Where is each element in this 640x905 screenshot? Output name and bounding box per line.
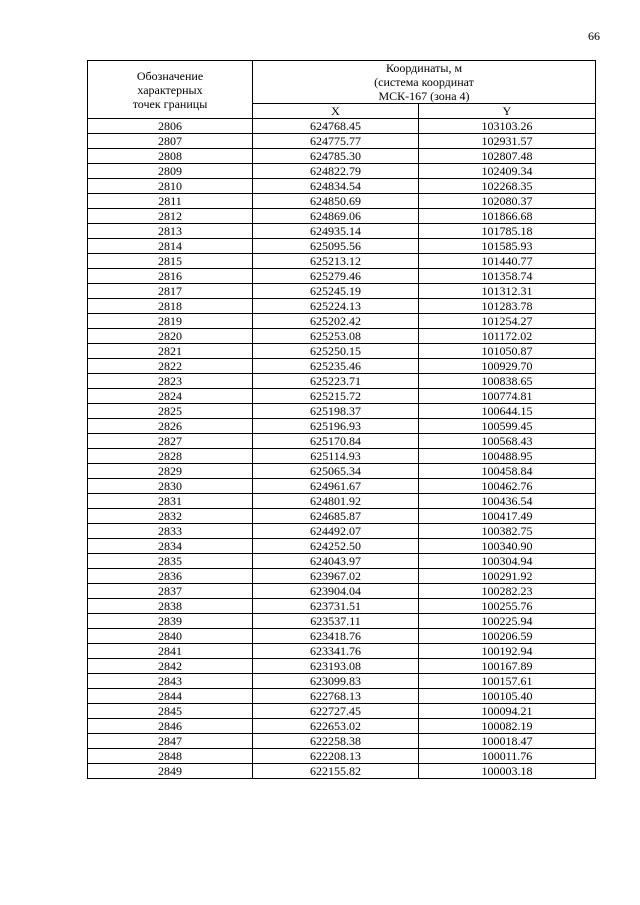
x-coordinate-cell: 624043.97 bbox=[253, 554, 419, 569]
x-coordinate-cell: 622258.38 bbox=[253, 734, 419, 749]
point-cell: 2815 bbox=[88, 254, 253, 269]
point-cell: 2807 bbox=[88, 134, 253, 149]
y-coordinate-cell: 101785.18 bbox=[419, 224, 596, 239]
y-coordinate-cell: 100462.76 bbox=[419, 479, 596, 494]
y-coordinate-cell: 101585.93 bbox=[419, 239, 596, 254]
point-cell: 2842 bbox=[88, 659, 253, 674]
x-coordinate-cell: 625223.71 bbox=[253, 374, 419, 389]
point-cell: 2844 bbox=[88, 689, 253, 704]
x-coordinate-cell: 625279.46 bbox=[253, 269, 419, 284]
y-coordinate-cell: 100094.21 bbox=[419, 704, 596, 719]
x-coordinate-cell: 622727.45 bbox=[253, 704, 419, 719]
point-cell: 2809 bbox=[88, 164, 253, 179]
table-row bbox=[88, 239, 596, 254]
point-cell: 2847 bbox=[88, 734, 253, 749]
y-coordinate-cell: 100018.47 bbox=[419, 734, 596, 749]
x-coordinate-cell: 623099.83 bbox=[253, 674, 419, 689]
x-coordinate-cell: 622768.13 bbox=[253, 689, 419, 704]
y-coordinate-cell: 100225.94 bbox=[419, 614, 596, 629]
y-coordinate-cell: 101254.27 bbox=[419, 314, 596, 329]
point-cell: 2837 bbox=[88, 584, 253, 599]
table-row bbox=[88, 584, 596, 599]
table-row bbox=[88, 224, 596, 239]
y-coordinate-cell: 100340.90 bbox=[419, 539, 596, 554]
y-coordinate-cell: 100568.43 bbox=[419, 434, 596, 449]
table-row bbox=[88, 719, 596, 734]
point-cell: 2846 bbox=[88, 719, 253, 734]
coordinates-header-line-3: МСК-167 (зона 4) bbox=[378, 89, 470, 103]
point-cell: 2840 bbox=[88, 629, 253, 644]
y-coordinate-cell: 102409.34 bbox=[419, 164, 596, 179]
designation-header bbox=[88, 61, 253, 119]
x-coordinate-cell: 625235.46 bbox=[253, 359, 419, 374]
table-row bbox=[88, 314, 596, 329]
table-row bbox=[88, 524, 596, 539]
table-row bbox=[88, 374, 596, 389]
designation-header-line-1: Обозначение bbox=[136, 68, 204, 83]
point-cell: 2831 bbox=[88, 494, 253, 509]
designation-header-line-3: точек границы bbox=[132, 96, 208, 111]
table-row bbox=[88, 269, 596, 284]
point-cell: 2838 bbox=[88, 599, 253, 614]
point-cell: 2836 bbox=[88, 569, 253, 584]
x-coordinate-cell: 623193.08 bbox=[253, 659, 419, 674]
table-row bbox=[88, 704, 596, 719]
y-coordinate-cell: 102807.48 bbox=[419, 149, 596, 164]
point-cell: 2820 bbox=[88, 329, 253, 344]
table-row bbox=[88, 734, 596, 749]
x-coordinate-cell: 625224.13 bbox=[253, 299, 419, 314]
x-coordinate-cell: 624850.69 bbox=[253, 194, 419, 209]
header-row bbox=[88, 61, 596, 104]
point-cell: 2828 bbox=[88, 449, 253, 464]
x-coordinate-cell: 623904.04 bbox=[253, 584, 419, 599]
y-header: Y bbox=[419, 104, 596, 119]
x-coordinate-cell: 625202.42 bbox=[253, 314, 419, 329]
point-cell: 2849 bbox=[88, 764, 253, 779]
y-coordinate-cell: 100011.76 bbox=[419, 749, 596, 764]
y-coordinate-cell: 100774.81 bbox=[419, 389, 596, 404]
point-cell: 2823 bbox=[88, 374, 253, 389]
x-coordinate-cell: 623418.76 bbox=[253, 629, 419, 644]
table-row bbox=[88, 134, 596, 149]
y-coordinate-cell: 101866.68 bbox=[419, 209, 596, 224]
table-row bbox=[88, 419, 596, 434]
x-coordinate-cell: 625253.08 bbox=[253, 329, 419, 344]
point-cell: 2841 bbox=[88, 644, 253, 659]
y-coordinate-cell: 100167.89 bbox=[419, 659, 596, 674]
x-coordinate-cell: 624785.30 bbox=[253, 149, 419, 164]
y-coordinate-cell: 100291.92 bbox=[419, 569, 596, 584]
table-row bbox=[88, 614, 596, 629]
point-cell: 2848 bbox=[88, 749, 253, 764]
y-coordinate-cell: 100105.40 bbox=[419, 689, 596, 704]
table-row bbox=[88, 164, 596, 179]
point-cell: 2832 bbox=[88, 509, 253, 524]
point-cell: 2811 bbox=[88, 194, 253, 209]
y-coordinate-cell: 102080.37 bbox=[419, 194, 596, 209]
table-row bbox=[88, 449, 596, 464]
x-coordinate-cell: 625170.84 bbox=[253, 434, 419, 449]
table-row bbox=[88, 149, 596, 164]
point-cell: 2825 bbox=[88, 404, 253, 419]
y-coordinate-cell: 100003.18 bbox=[419, 764, 596, 779]
x-coordinate-cell: 624768.45 bbox=[253, 119, 419, 134]
x-coordinate-cell: 625095.56 bbox=[253, 239, 419, 254]
table-row bbox=[88, 209, 596, 224]
y-coordinate-cell: 100436.54 bbox=[419, 494, 596, 509]
y-coordinate-cell: 101312.31 bbox=[419, 284, 596, 299]
table-row bbox=[88, 119, 596, 134]
x-coordinate-cell: 623537.11 bbox=[253, 614, 419, 629]
x-coordinate-cell: 625213.12 bbox=[253, 254, 419, 269]
table-row bbox=[88, 689, 596, 704]
page-number: 66 bbox=[588, 29, 600, 43]
point-cell: 2821 bbox=[88, 344, 253, 359]
y-coordinate-cell: 102268.35 bbox=[419, 179, 596, 194]
y-coordinate-cell: 101358.74 bbox=[419, 269, 596, 284]
y-coordinate-cell: 103103.26 bbox=[419, 119, 596, 134]
table-row bbox=[88, 479, 596, 494]
point-cell: 2822 bbox=[88, 359, 253, 374]
table-row bbox=[88, 749, 596, 764]
y-coordinate-cell: 100282.23 bbox=[419, 584, 596, 599]
y-coordinate-cell: 102931.57 bbox=[419, 134, 596, 149]
x-coordinate-cell: 625065.34 bbox=[253, 464, 419, 479]
coordinates-header bbox=[253, 61, 596, 104]
y-coordinate-cell: 100644.15 bbox=[419, 404, 596, 419]
designation-header-line-2: характерных bbox=[137, 82, 203, 97]
table-row bbox=[88, 764, 596, 779]
y-coordinate-cell: 100488.95 bbox=[419, 449, 596, 464]
table-row bbox=[88, 404, 596, 419]
point-cell: 2814 bbox=[88, 239, 253, 254]
x-coordinate-cell: 623341.76 bbox=[253, 644, 419, 659]
y-coordinate-cell: 100082.19 bbox=[419, 719, 596, 734]
x-coordinate-cell: 622155.82 bbox=[253, 764, 419, 779]
x-coordinate-cell: 624869.06 bbox=[253, 209, 419, 224]
y-coordinate-cell: 100192.94 bbox=[419, 644, 596, 659]
y-coordinate-cell: 100304.94 bbox=[419, 554, 596, 569]
x-coordinate-cell: 625114.93 bbox=[253, 449, 419, 464]
x-coordinate-cell: 622653.02 bbox=[253, 719, 419, 734]
table-row bbox=[88, 194, 596, 209]
x-header: X bbox=[253, 104, 419, 119]
point-cell: 2843 bbox=[88, 674, 253, 689]
table-row bbox=[88, 599, 596, 614]
table-row bbox=[88, 539, 596, 554]
coordinates-header-line-1: Координаты, м bbox=[385, 61, 463, 75]
y-coordinate-cell: 100157.61 bbox=[419, 674, 596, 689]
table-row bbox=[88, 299, 596, 314]
point-cell: 2818 bbox=[88, 299, 253, 314]
point-cell: 2839 bbox=[88, 614, 253, 629]
y-coordinate-cell: 101440.77 bbox=[419, 254, 596, 269]
y-coordinate-cell: 101283.78 bbox=[419, 299, 596, 314]
y-coordinate-cell: 100929.70 bbox=[419, 359, 596, 374]
table-row bbox=[88, 659, 596, 674]
table-row bbox=[88, 254, 596, 269]
y-coordinate-cell: 100599.45 bbox=[419, 419, 596, 434]
table-row bbox=[88, 359, 596, 374]
x-coordinate-cell: 623967.02 bbox=[253, 569, 419, 584]
x-coordinate-cell: 625250.15 bbox=[253, 344, 419, 359]
table-row bbox=[88, 464, 596, 479]
y-coordinate-cell: 100255.76 bbox=[419, 599, 596, 614]
x-coordinate-cell: 624834.54 bbox=[253, 179, 419, 194]
coordinates-table bbox=[87, 60, 596, 779]
table-row bbox=[88, 344, 596, 359]
point-cell: 2824 bbox=[88, 389, 253, 404]
point-cell: 2834 bbox=[88, 539, 253, 554]
coordinates-header-line-2: (система координат bbox=[374, 75, 474, 89]
point-cell: 2813 bbox=[88, 224, 253, 239]
x-coordinate-cell: 625198.37 bbox=[253, 404, 419, 419]
y-coordinate-cell: 101050.87 bbox=[419, 344, 596, 359]
table-row bbox=[88, 494, 596, 509]
point-cell: 2826 bbox=[88, 419, 253, 434]
point-cell: 2817 bbox=[88, 284, 253, 299]
point-cell: 2845 bbox=[88, 704, 253, 719]
y-coordinate-cell: 100206.59 bbox=[419, 629, 596, 644]
point-cell: 2812 bbox=[88, 209, 253, 224]
x-coordinate-cell: 625215.72 bbox=[253, 389, 419, 404]
table-row bbox=[88, 284, 596, 299]
x-coordinate-cell: 625196.93 bbox=[253, 419, 419, 434]
x-coordinate-cell: 624492.07 bbox=[253, 524, 419, 539]
y-coordinate-cell: 100382.75 bbox=[419, 524, 596, 539]
point-cell: 2829 bbox=[88, 464, 253, 479]
table-header bbox=[88, 61, 596, 119]
point-cell: 2808 bbox=[88, 149, 253, 164]
x-coordinate-cell: 624801.92 bbox=[253, 494, 419, 509]
x-coordinate-cell: 624775.77 bbox=[253, 134, 419, 149]
x-coordinate-cell: 625245.19 bbox=[253, 284, 419, 299]
x-coordinate-cell: 624822.79 bbox=[253, 164, 419, 179]
x-coordinate-cell: 624685.87 bbox=[253, 509, 419, 524]
point-cell: 2830 bbox=[88, 479, 253, 494]
table-row bbox=[88, 629, 596, 644]
x-coordinate-cell: 624935.14 bbox=[253, 224, 419, 239]
table-row bbox=[88, 674, 596, 689]
y-coordinate-cell: 100417.49 bbox=[419, 509, 596, 524]
x-coordinate-cell: 623731.51 bbox=[253, 599, 419, 614]
point-cell: 2833 bbox=[88, 524, 253, 539]
table-row bbox=[88, 644, 596, 659]
table-row bbox=[88, 554, 596, 569]
point-cell: 2835 bbox=[88, 554, 253, 569]
table-row bbox=[88, 389, 596, 404]
y-coordinate-cell: 101172.02 bbox=[419, 329, 596, 344]
point-cell: 2816 bbox=[88, 269, 253, 284]
point-cell: 2810 bbox=[88, 179, 253, 194]
y-coordinate-cell: 100838.65 bbox=[419, 374, 596, 389]
table-row bbox=[88, 509, 596, 524]
point-cell: 2806 bbox=[88, 119, 253, 134]
table-row bbox=[88, 329, 596, 344]
table-row bbox=[88, 569, 596, 584]
x-coordinate-cell: 622208.13 bbox=[253, 749, 419, 764]
x-coordinate-cell: 624252.50 bbox=[253, 539, 419, 554]
x-coordinate-cell: 624961.67 bbox=[253, 479, 419, 494]
y-coordinate-cell: 100458.84 bbox=[419, 464, 596, 479]
table-row bbox=[88, 434, 596, 449]
point-cell: 2819 bbox=[88, 314, 253, 329]
table-body bbox=[88, 119, 596, 779]
point-cell: 2827 bbox=[88, 434, 253, 449]
table-row bbox=[88, 179, 596, 194]
